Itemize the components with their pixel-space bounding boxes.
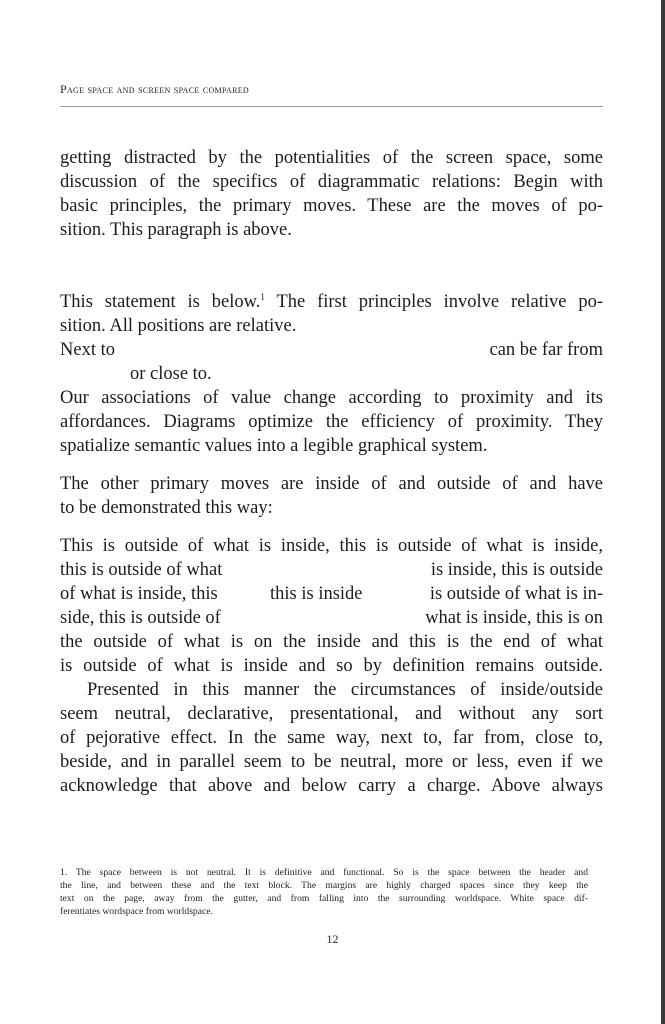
text-line: is outside of what is inside and so by definition remains outside. <box>60 656 603 676</box>
page-number: 12 <box>326 932 339 946</box>
outside-text-right: what is inside, this is on <box>425 608 603 628</box>
text-line: sition. All positions are relative. <box>60 316 297 336</box>
outside-text-left: of what is inside, this <box>60 584 218 604</box>
text-line: basic principles, the primary moves. These are the moves of po- <box>60 196 603 216</box>
text-line: discussion of the specifics of diagrammatic relations: Begin with <box>60 172 603 192</box>
text-line: acknowledge that above and below carry a charge. Above always <box>60 776 603 796</box>
page-edge <box>661 0 665 1024</box>
text-line: seem neutral, declarative, presentational, and without any sort <box>60 704 603 724</box>
text-line: Presented in this manner the circumstances of inside/outside <box>87 680 603 700</box>
footnote-line: ferentiates wordspace from worldspace. <box>60 906 213 917</box>
text-line: beside, and in parallel seem to be neutral, more or less, even if we <box>60 752 603 772</box>
footnote-line: the line, and between these and the text block. The margins are highly charged spaces since they keep the <box>60 880 588 891</box>
text-line: getting distracted by the potentialities of the screen space, some <box>60 148 603 168</box>
outside-text-right: is outside of what is in- <box>429 584 603 604</box>
outside-text-right: is inside, this is outside <box>430 560 603 580</box>
text-line: Our associations of value change according to proximity and its <box>60 388 603 408</box>
text-line: sition. This paragraph is above. <box>60 220 292 240</box>
footnote-marker[interactable]: 1 <box>260 291 265 302</box>
text-line: This is outside of what is inside, this is outside of what is inside, <box>60 536 603 556</box>
footnote-line: 1. The space between is not neutral. It is definitive and functional. So is the space between the header and <box>60 867 588 878</box>
header-rule <box>60 106 603 107</box>
outside-text-left: side, this is outside of <box>60 608 221 628</box>
outside-text-left: this is outside of what <box>60 560 223 580</box>
text-line: the outside of what is on the inside and this is the end of what <box>60 632 603 652</box>
statement-below: This statement is below. <box>60 292 261 312</box>
text-line: The other primary moves are inside of and outside of and have <box>60 474 603 494</box>
inside-text: this is inside <box>270 584 363 604</box>
running-head-text: Page space and screen space compared <box>60 82 249 96</box>
text-line: of pejorative effect. In the same way, next to, far from, close to, <box>60 728 603 748</box>
close-to-text: or close to. <box>130 364 212 384</box>
text-line: to be demonstrated this way: <box>60 498 273 518</box>
text-line <box>60 290 603 314</box>
running-head <box>60 82 249 97</box>
next-to-text: Next to <box>60 340 115 360</box>
far-from-text: can be far from <box>489 340 603 360</box>
statement-continued: The first principles involve relative po- <box>264 292 603 312</box>
text-line: spatialize semantic values into a legible graphical system. <box>60 436 488 456</box>
text-line: affordances. Diagrams optimize the efficiency of proximity. They <box>60 412 603 432</box>
footnote-line: text on the page, away from the gutter, and from falling into the surrounding worldspace. White space dif- <box>60 893 588 904</box>
